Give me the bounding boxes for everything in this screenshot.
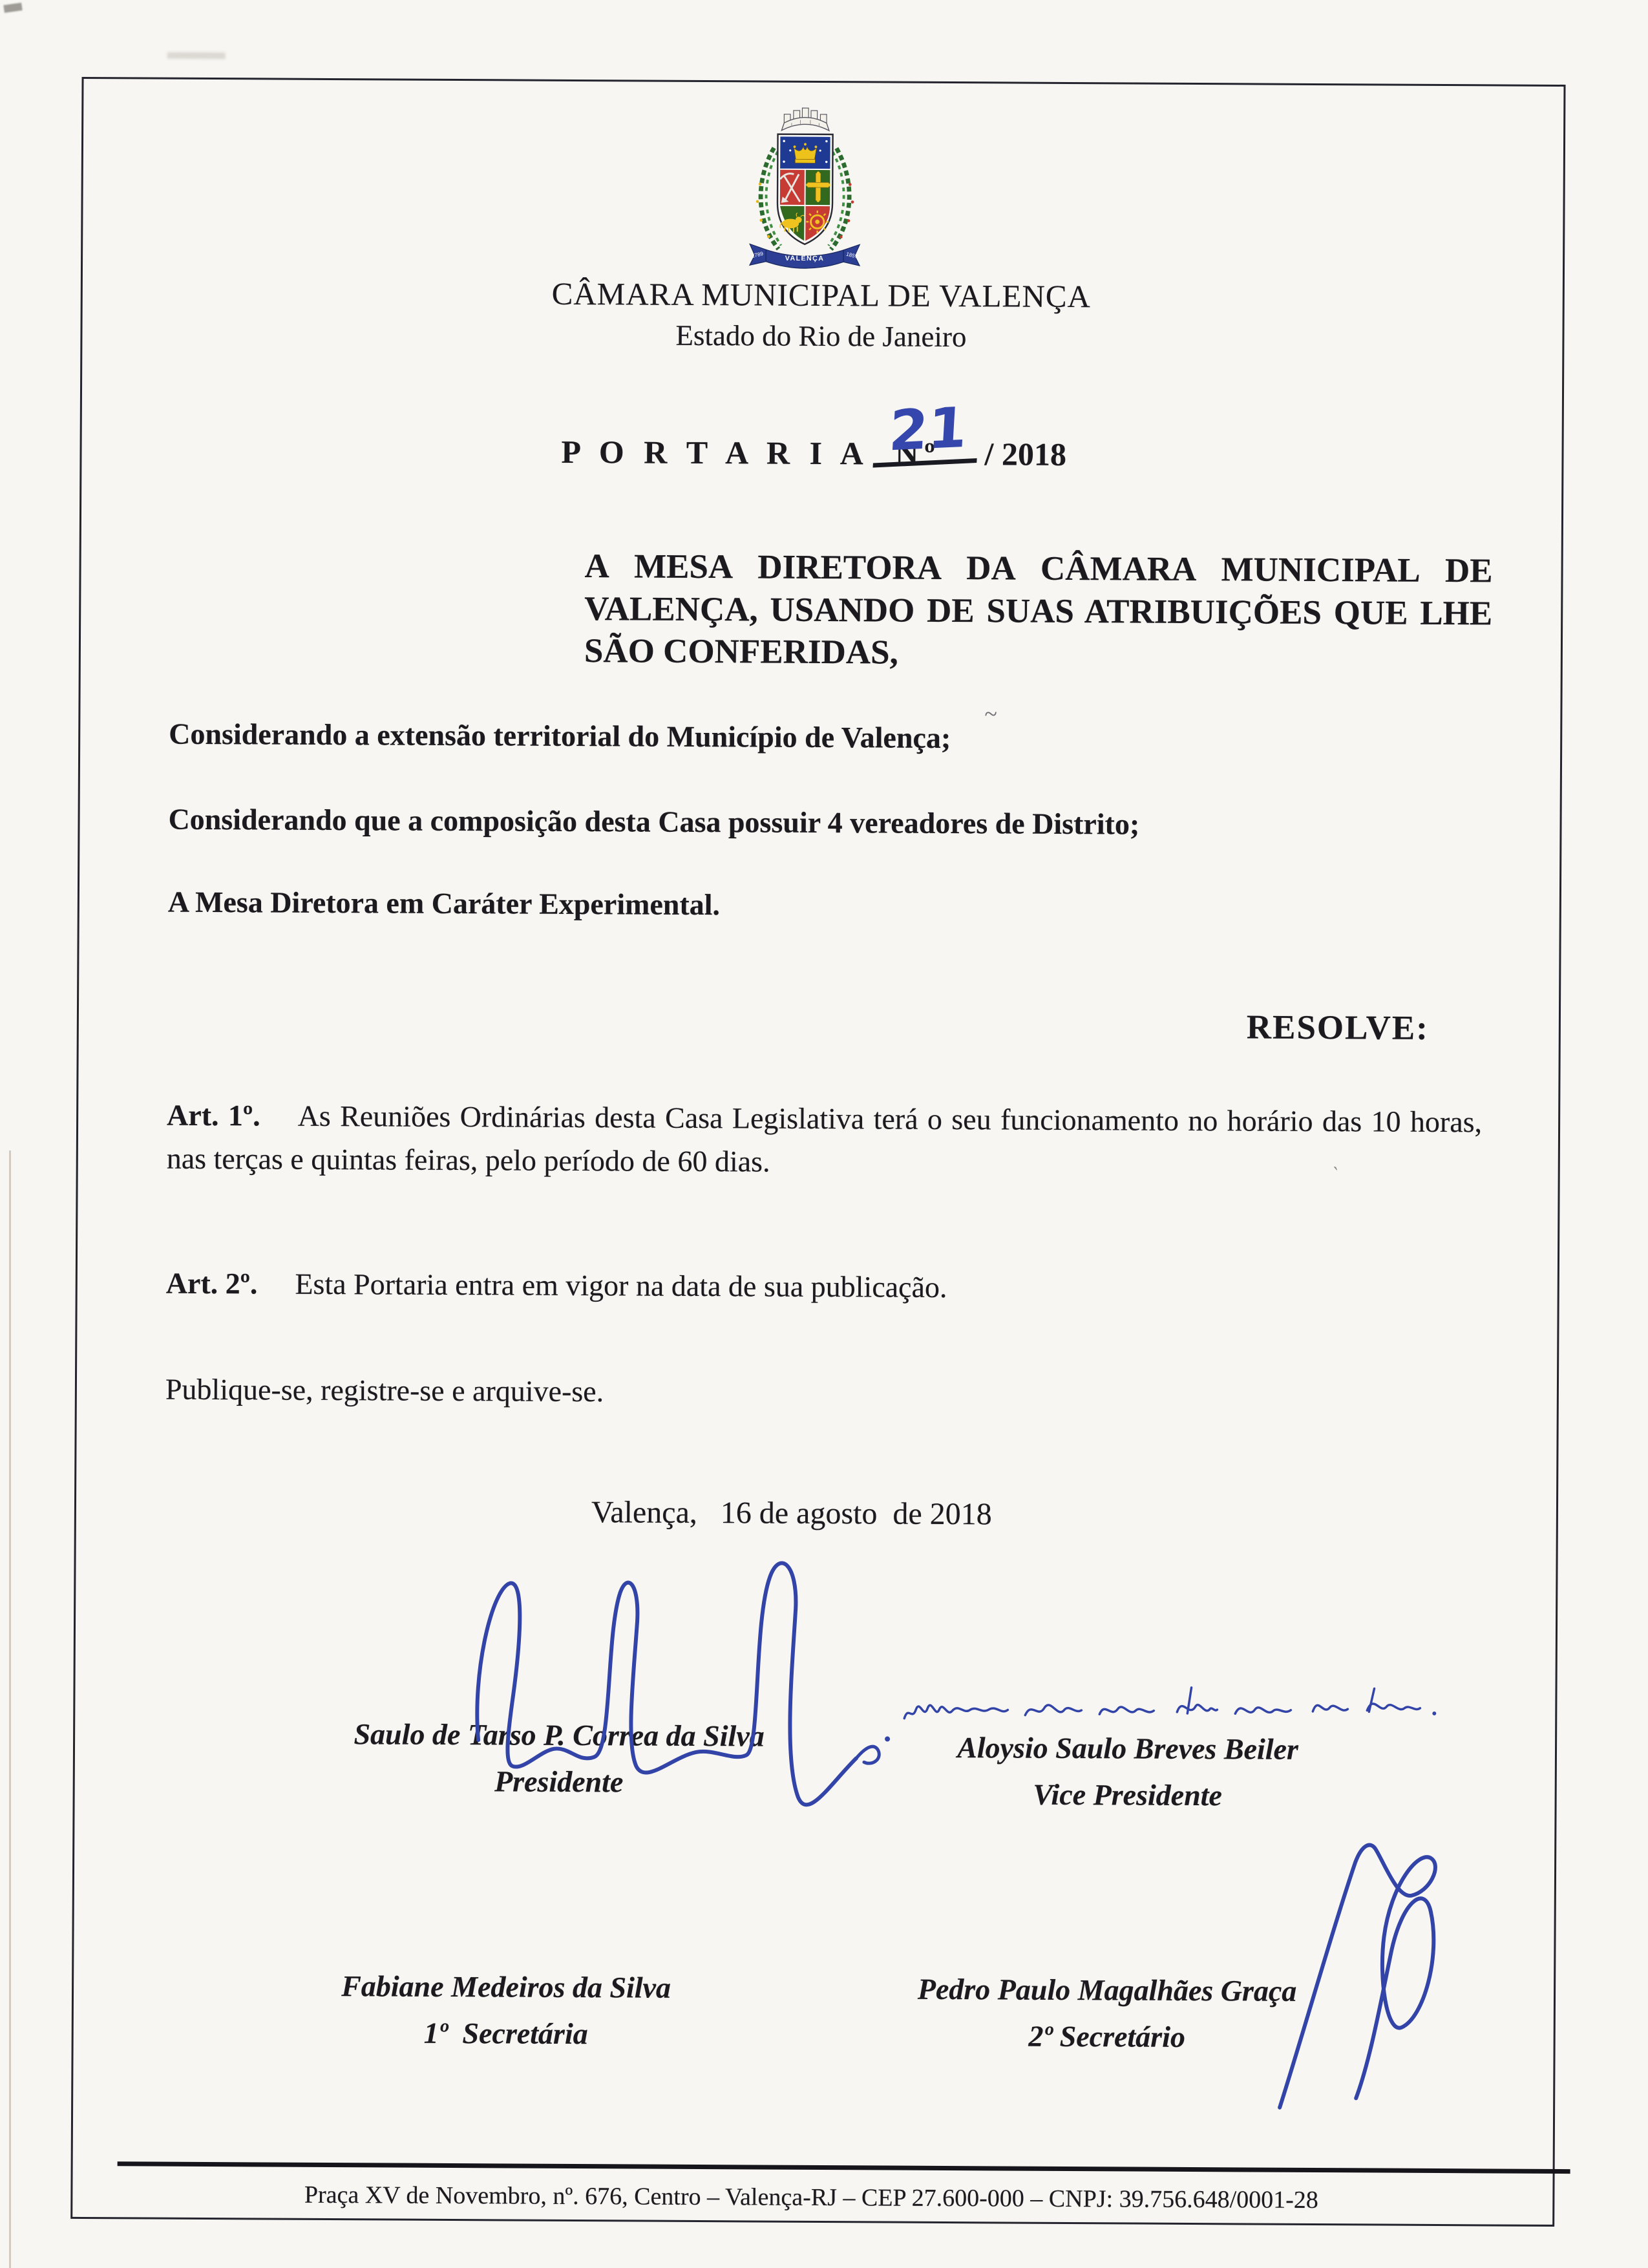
scan-artifact-smudge xyxy=(167,52,226,59)
banner-year-right: 1857 xyxy=(845,251,859,260)
preamble-paragraph: A MESA DIRETORA DA CÂMARA MUNICIPAL DE VALENÇA, USANDO DE SUAS ATRIBUIÇÕES QUE LHE SÃO CONFERIDAS, xyxy=(584,547,1493,672)
banner-year-left: 1789 xyxy=(751,250,764,259)
signer-name: Pedro Paulo Magalhães Graça xyxy=(917,1972,1297,2008)
signer-role: Presidente xyxy=(494,1765,624,1799)
ribbon-banner xyxy=(750,244,860,268)
scan-artifact-tilde: ~ xyxy=(984,701,997,727)
consideration-3: A Mesa Diretora em Caráter Experimental. xyxy=(167,885,721,922)
article-2-text: Esta Portaria entra em vigor na data de sua publicação. xyxy=(295,1267,947,1304)
org-title: CÂMARA MUNICIPAL DE VALENÇA xyxy=(551,275,1092,315)
article-2 xyxy=(166,1262,1481,1312)
signature-block-first-secretary xyxy=(286,1971,726,2050)
org-subtitle: Estado do Rio de Janeiro xyxy=(675,319,967,354)
scan-artifact-tick: ` xyxy=(1329,1163,1340,1185)
resolve-heading: RESOLVE: xyxy=(1246,1008,1430,1047)
article-1 xyxy=(167,1094,1483,1187)
signer-role: 2º Secretário xyxy=(1028,2019,1186,2053)
portaria-label: P O R T A R I A Nº xyxy=(561,433,941,472)
handwritten-annotation xyxy=(899,1681,1468,1746)
footer-address: Praça XV de Novembro, nº. 676, Centro – Valença-RJ – CEP 27.600-000 – CNPJ: 39.756.648/0001-28 xyxy=(304,2181,1318,2214)
dateline: Valença, 16 de agosto de 2018 xyxy=(591,1495,992,1532)
consideration-1: Considerando a extensão territorial do Município de Valença; xyxy=(169,717,951,755)
shield xyxy=(777,134,833,245)
mural-crown-icon xyxy=(781,108,829,131)
signer-name: Fabiane Medeiros da Silva xyxy=(341,1969,671,2004)
signer-role: 1º Secretária xyxy=(423,2016,588,2051)
signature-block-vice-president xyxy=(902,1733,1355,1812)
closing-line: Publique-se, registre-se e arquive-se. xyxy=(165,1372,604,1408)
signer-name: Aloysio Saulo Breves Beiler xyxy=(957,1731,1299,1766)
article-2-label: Art. 2º. xyxy=(165,1266,258,1300)
article-1-label: Art. 1º. xyxy=(167,1098,260,1132)
article-1-text: As Reuniões Ordinárias desta Casa Legislativa terá o seu funcionamento no horário das 10 horas, nas terças e quintas feiras, pelo período de 60 dias. xyxy=(166,1099,1483,1178)
signer-name: Saulo de Tarso P. Correa da Silva xyxy=(354,1717,765,1753)
signer-role: Vice Presidente xyxy=(1033,1777,1223,1812)
banner-name: VALENÇA xyxy=(785,254,825,263)
second-secretary-signature-scribble xyxy=(1254,1839,1488,2112)
coat-of-arms xyxy=(741,95,869,283)
president-signature-scribble xyxy=(442,1543,896,1830)
consideration-2: Considerando que a composição desta Casa possuir 4 vereadores de Distrito; xyxy=(168,802,1140,841)
handwritten-portaria-number: 21 xyxy=(873,400,980,468)
portaria-year: / 2018 xyxy=(984,436,1067,472)
